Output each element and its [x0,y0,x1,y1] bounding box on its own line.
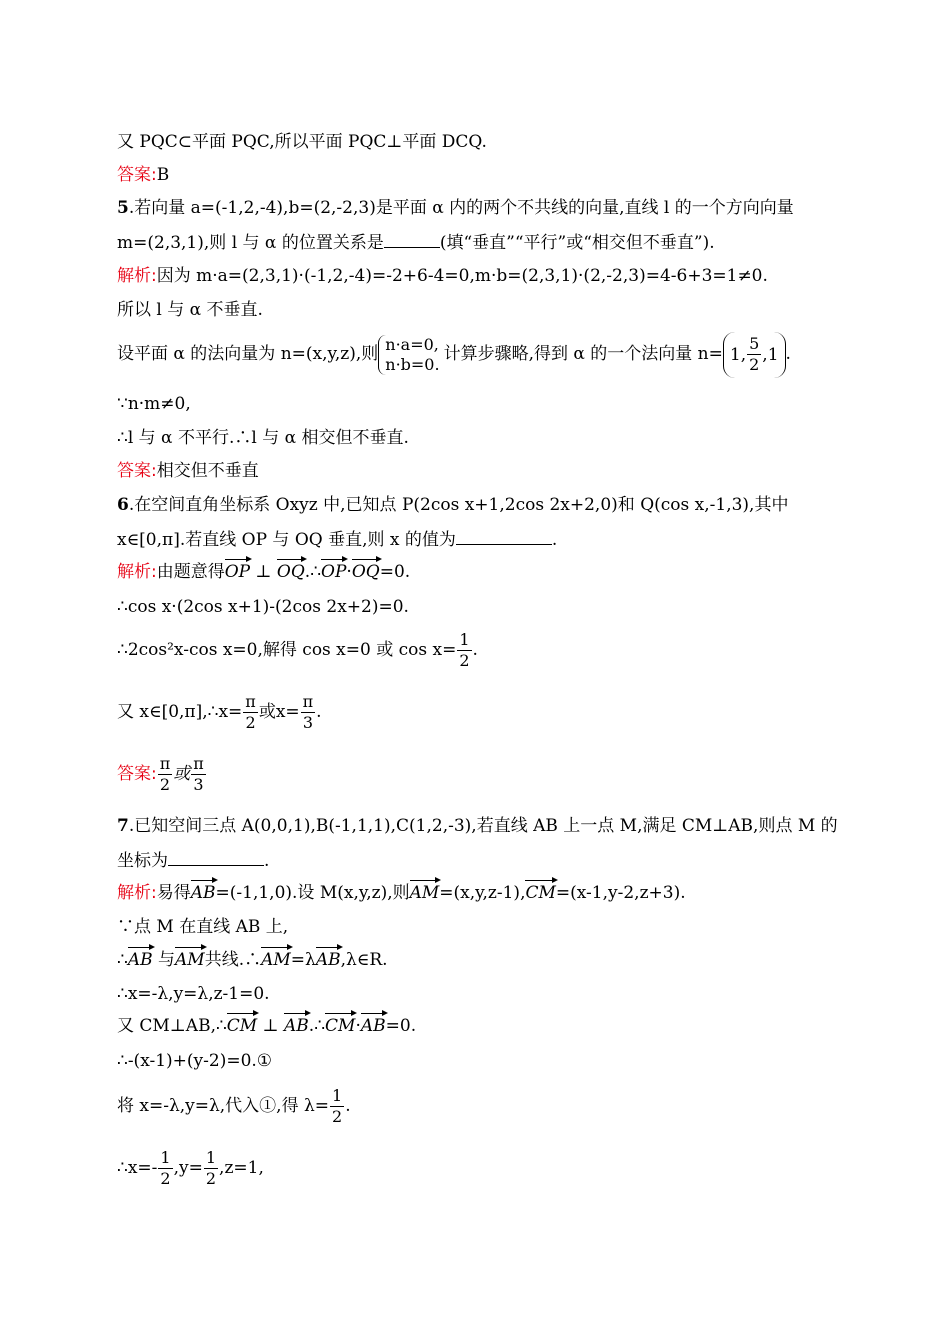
q4-tail-text: 又 PQC⊂平面 PQC,所以平面 PQC⊥平面 DCQ. [117,132,487,152]
q5-analysis4 [117,393,191,415]
vector-op: OP [224,562,251,582]
vector-am: AM [409,883,440,903]
vector-ab: AB [360,1016,386,1036]
q6-number: 6 [117,495,129,515]
q4-tail-line [117,131,487,153]
q6-analysis2-text: ∴cos x·(2cos x+1)-(2cos 2x+2)=0. [117,597,409,617]
answer-label: 答案: [117,461,157,481]
q5-text2-tail: (填“垂直”“平行”或“相交但不垂直”). [439,233,715,253]
q5-text2: m=(2,3,1),则 l 与 α 的位置关系是 [117,233,384,253]
q7-line-g: ∴x=- $\frac{1}{2}$ ,y= $\frac{1}{2}$ ,z=1, [117,1148,264,1188]
q7-line1 [117,815,838,837]
q7-analysis1: 解析:易得AB=(-1,1,0).设 M(x,y,z),则AM=(x,y,z-1),CM=(x-1,y-2,z+3). [117,883,686,903]
q6-analysis3: ∴2cos²x-cos x=0,解得 cos x=0 或 cos x= $\frac{1}{2}$ . [117,630,478,670]
q6-analysis1-text: 由题意得 [156,562,225,582]
vector-op: OP [321,562,347,582]
q6-analysis4: 又 x∈[0,π],∴x= $\frac{\pi}{2}$ 或x= $\frac{\pi}{3}$ . [117,692,322,732]
vector-ab: AB [127,950,153,970]
q5-line1 [117,197,794,219]
q5-normal-text: 设平面 α 的法向量为 n=(x,y,z),则 [117,344,379,364]
vector-am: AM [261,950,291,970]
q5-number: 5 [117,198,129,218]
q6-analysis2 [117,596,409,618]
vector-cm: CM [525,883,556,903]
analysis-label: 解析: [117,883,157,903]
analysis-label: 解析: [117,266,157,286]
answer-blank [456,528,552,545]
equation-system: n·a=0, n·b=0. [378,335,443,375]
vector-am: AM [175,950,205,970]
fraction-half: $\frac{1}{2}$ [205,1148,217,1188]
fraction-half: $\frac{1}{2}$ [332,1086,343,1126]
q6-analysis1: 解析:由题意得OP ⊥ OQ.∴OP·OQ=0. [117,562,411,582]
vector-ab: AB [190,883,216,903]
q5-answer-line [117,460,259,482]
q7-text2: 坐标为 [117,851,168,871]
q6-text2: x∈[0,π].若直线 OP 与 OQ 垂直,则 x 的值为 [117,530,456,550]
q4-answer-line [117,164,169,186]
q7-line-e: ∴-(x-1)+(y-2)=0.① [117,1051,273,1071]
q6-text1: .在空间直角坐标系 Oxyz 中,已知点 P(2cos x+1,2cos 2x+2,0)和 Q(cos x,-1,3),其中 [128,495,789,515]
q5-analysis1-text: 因为 m·a=(2,3,1)·(-1,2,-4)=-2+6-4=0,m·b=(2,3,1)·(2,-2,3)=4-6+3=1≠0. [156,266,768,286]
q5-analysis2-text: 所以 l 与 α 不垂直. [117,300,263,320]
q5-normal-result-text: 计算步骤略,得到 α 的一个法向量 n= [443,344,723,364]
fraction-pi-2: $\frac{\pi}{2}$ [159,754,171,794]
q7-line-f: 将 x=-λ,y=λ,代入①,得 λ= $\frac{1}{2}$ . [117,1086,351,1126]
vector-cm: CM [226,1016,258,1036]
q6-line1 [117,494,788,516]
q5-analysis4-text: ∵n·m≠0, [117,394,191,414]
analysis-label: 解析: [117,562,157,582]
q7-number: 7 [117,816,129,836]
fraction-pi-2: $\frac{\pi}{2}$ [245,692,256,732]
answer-label: 答案: [117,165,157,185]
q6-line2: x∈[0,π].若直线 OP 与 OQ 垂直,则 x 的值为 . [117,530,558,550]
normal-vector: 1 , $\frac{5}{2}$ , 1 [723,332,786,378]
q6-analysis4-text: 又 x∈[0,π],∴x= [117,702,243,722]
q5-analysis2 [117,299,263,321]
vector-oq: OQ [276,562,305,582]
q7-line-c: ∴x=-λ,y=λ,z-1=0. [117,984,270,1004]
vector-cm: CM [325,1016,356,1036]
q4-answer-value: B [156,165,170,185]
fraction-half: $\frac{1}{2}$ [160,1148,171,1188]
vector-ab: AB [315,950,341,970]
q7-line-b: ∴AB 与AM共线.∴AM=λAB,λ∈R. [117,950,388,970]
vector-ab: AB [284,1016,309,1036]
answer-blank [168,849,264,866]
q5-analysis3: 设平面 α 的法向量为 n=(x,y,z),则 n·a=0, n·b=0. 计算步骤略,得到 α 的一个法向量 n= 1 , $\frac{5}{2}$ , 1 . [117,330,791,378]
q5-text1: .若向量 a=(-1,2,-4),b=(2,-2,3)是平面 α 内的两个不共线的向量,直线 l 的一个方向向量 [128,198,794,218]
q5-line2 [117,231,715,254]
fraction-pi-3: $\frac{\pi}{3}$ [302,692,314,732]
q5-analysis1 [117,265,768,287]
answer-label: 答案: [117,764,157,784]
answer-blank [384,231,440,248]
q5-analysis5-text: ∴l 与 α 不平行.∴l 与 α 相交但不垂直. [117,428,409,448]
q6-answer-line: 答案: $\frac{\pi}{2}$ 或 $\frac{\pi}{3}$ [117,754,204,794]
q7-text1: .已知空间三点 A(0,0,1),B(-1,1,1),C(1,2,-3),若直线 AB 上一点 M,满足 CM⊥AB,则点 M 的 [128,816,838,836]
q5-answer-value: 相交但不垂直 [156,461,259,481]
q7-line2: 坐标为 . [117,851,270,871]
q6-analysis3-text: ∴2cos²x-cos x=0,解得 cos x=0 或 cos x= [117,640,457,660]
q5-analysis5 [117,427,409,449]
fraction-pi-3: $\frac{\pi}{3}$ [193,754,204,794]
fraction-half: $\frac{1}{2}$ [459,630,470,670]
q7-line-d: 又 CM⊥AB,∴CM ⊥ AB.∴CM·AB=0. [117,1016,417,1036]
vector-oq: OQ [351,562,380,582]
q7-line-a: ∵点 M 在直线 AB 上, [117,917,289,937]
